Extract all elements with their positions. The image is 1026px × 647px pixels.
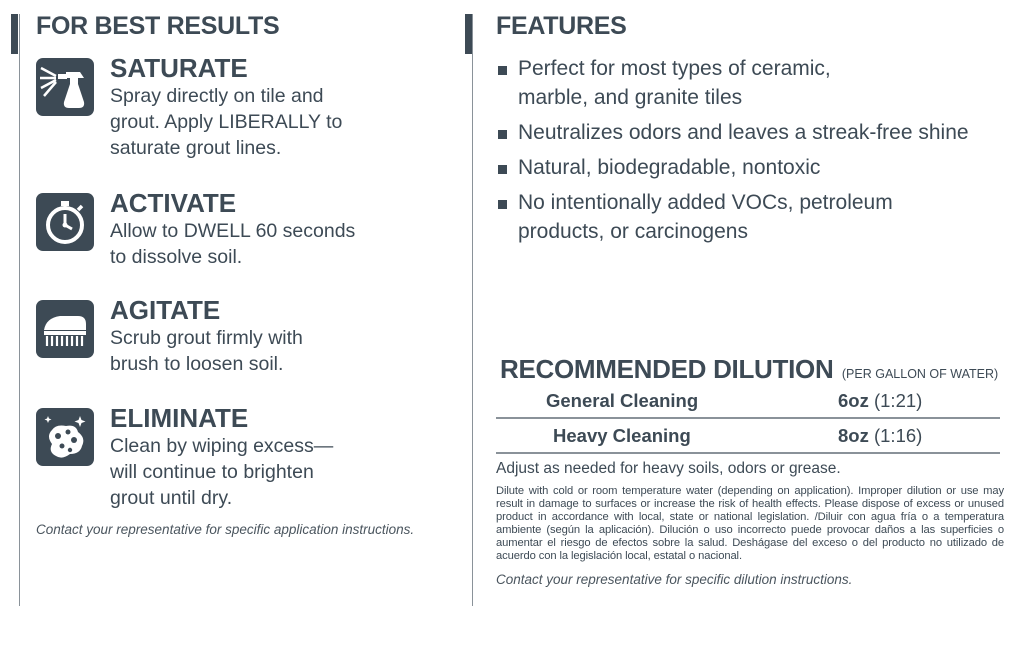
- step-saturate: [36, 53, 456, 168]
- dilution-subtitle: (PER GALLON OF WATER): [841, 367, 999, 381]
- square-bullet-icon: [498, 66, 507, 75]
- feature-item: Natural, biodegradable, nontoxic: [496, 153, 996, 182]
- dilution-fine-print: Dilute with cold or room temperature water (depending on application). Improper dilution or use may result in damage to surfaces or increase the risk of health effects. Please dispose of excess or unused product in accordance with local, state or national legislation. /Diluir con agua fría o a temperatura ambiente (según la aplicación). Dilución o uso incorrecto puede provocar daños a las superficies o aumentar el riesgo de efectos sobre la salud. Deshágase del exceso o del producto no utilizado de acuerdo con la legislación local, estatal o nacional.: [496, 485, 1004, 562]
- dilution-name: General Cleaning: [546, 390, 699, 411]
- left-accent-bar: [11, 14, 18, 54]
- step-agitate: [36, 295, 456, 380]
- feature-item: Neutralizes odors and leaves a streak-free shine: [496, 118, 996, 147]
- step-title: SATURATE: [110, 53, 248, 83]
- square-bullet-icon: [498, 165, 507, 174]
- sponge-icon: [36, 408, 94, 466]
- dilution-row-heavy: [496, 419, 1000, 453]
- step-title: AGITATE: [110, 295, 221, 325]
- step-title: ELIMINATE: [110, 403, 249, 433]
- left-column-rule: [19, 14, 20, 606]
- step-description: Clean by wiping excess— will continue to brighten grout until dry.: [110, 435, 334, 509]
- scrub-brush-icon: [36, 300, 94, 358]
- right-accent-bar: [465, 14, 472, 54]
- application-contact-note: Contact your representative for specific application instructions.: [36, 522, 415, 537]
- dilution-divider: [496, 452, 1000, 454]
- features-heading: FEATURES: [496, 12, 627, 40]
- right-column-rule: [472, 14, 473, 606]
- step-activate: [36, 188, 456, 273]
- features-list: [496, 54, 996, 252]
- step-description: Spray directly on tile and grout. Apply LIBERALLY to saturate grout lines.: [110, 85, 343, 159]
- step-eliminate: [36, 403, 456, 518]
- dilution-row-general: [496, 384, 1000, 418]
- step-description: Allow to DWELL 60 seconds to dissolve soil.: [110, 220, 356, 268]
- feature-item: No intentionally added VOCs, petroleum products, or carcinogens: [496, 188, 996, 246]
- square-bullet-icon: [498, 130, 507, 139]
- dilution-title: RECOMMENDED DILUTION: [500, 354, 834, 384]
- feature-item: Perfect for most types of ceramic, marble, and granite tiles: [496, 54, 996, 112]
- dilution-amount: 6oz (1:21): [838, 390, 923, 411]
- square-bullet-icon: [498, 200, 507, 209]
- step-title: ACTIVATE: [110, 188, 237, 218]
- stopwatch-icon: [36, 193, 94, 251]
- dilution-adjust-note: Adjust as needed for heavy soils, odors or grease.: [496, 460, 841, 477]
- dilution-name: Heavy Cleaning: [553, 425, 691, 446]
- step-description: Scrub grout firmly with brush to loosen soil.: [110, 327, 303, 375]
- best-results-heading: FOR BEST RESULTS: [36, 12, 280, 40]
- dilution-amount: 8oz (1:16): [838, 425, 923, 446]
- dilution-contact-note: Contact your representative for specific dilution instructions.: [496, 572, 853, 587]
- spray-bottle-icon: [36, 58, 94, 116]
- dilution-heading: [500, 354, 998, 385]
